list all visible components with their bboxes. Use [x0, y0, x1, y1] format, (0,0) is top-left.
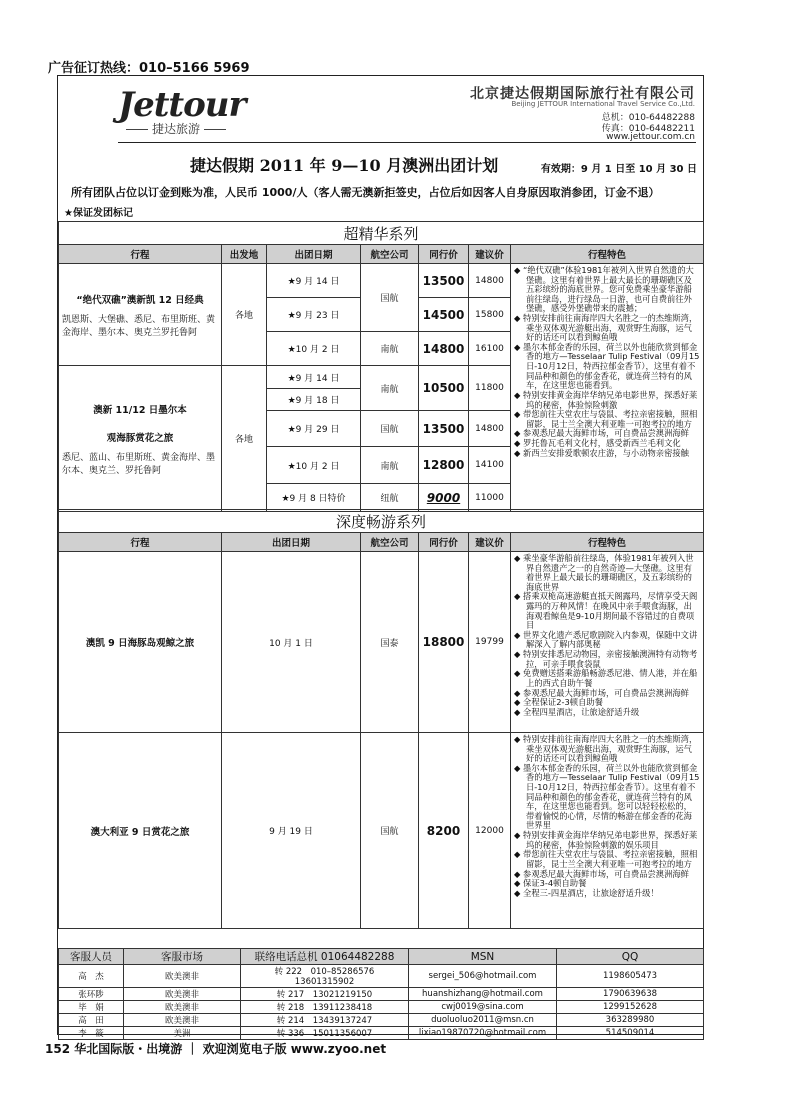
jettour-logo: Jettour [118, 85, 246, 125]
route-name: “绝代双礁”澳新凯 12 日经典 [76, 294, 204, 306]
staff-name: 高 田 [59, 1014, 124, 1027]
staff-name: 李 筱 [59, 1027, 124, 1040]
feature-item: ◆ 全程四星酒店，让旅途舒适升级 [514, 708, 700, 718]
deep-features-2 [511, 733, 704, 929]
suggest-price: 14100 [469, 447, 511, 484]
special-peer-price: 9000 [419, 484, 469, 512]
departure-date: 10 月 1 日 [222, 552, 361, 733]
logo-subtitle: 捷达旅游 [122, 120, 230, 137]
col-phone: 联络电话总机 01064482288 [241, 949, 409, 965]
feature-item: ◆ “绝代双礁”体验1981年被列入世界自然遗的大堡礁。这里有着世界上最大最长的珊瑚礁区及五彩缤纷的海底世界。您可免费乘坐豪华游船前往绿岛，进行绿岛一日游，也可自费前往外堡礁，感受外堡礁带来的震撼； [514, 266, 700, 314]
peer-price: 13500 [419, 411, 469, 447]
airline: 国航 [361, 733, 419, 929]
col-msn: MSN [409, 949, 557, 965]
page-title: 捷达假期 2011 年 9—10 月澳洲出团计划 [190, 156, 499, 175]
peer-price: 14800 [419, 332, 469, 366]
peer-price: 14500 [419, 298, 469, 332]
staff-qq: 514509014 [557, 1027, 704, 1040]
table-row [59, 1027, 704, 1040]
staff-market: 欧美澳非 [124, 988, 241, 1001]
peer-price: 12800 [419, 447, 469, 484]
departure-date: ★9 月 29 日 [267, 411, 361, 447]
airline: 国航 [361, 411, 419, 447]
staff-msn[interactable]: sergei_506@hotmail.com [409, 965, 557, 988]
header-divider [118, 142, 696, 143]
feature-item: ◆ 新西兰安排爱歌顿农庄游，与小动物亲密接触 [514, 449, 700, 459]
table-row [59, 1014, 704, 1027]
customer-service-table [58, 948, 704, 1040]
feature-item: ◆ 特别安排前往南海岸四大名胜之一的杰维斯湾，乘坐双体观光游艇出海，观赏野生海豚，运气好的话还可以看到鲸鱼哦 [514, 735, 700, 764]
premium-series-table [58, 221, 704, 512]
feature-item: ◆ 罗托鲁瓦毛利文化村，感受新西兰毛利文化 [514, 439, 700, 449]
feature-item: ◆ 全程三-四星酒店，让旅途舒适升级！ [514, 889, 700, 899]
table-row [59, 1001, 704, 1014]
staff-msn[interactable]: duoluoluo2011@msn.cn [409, 1014, 557, 1027]
feature-item: ◆ 保证3-4顿自助餐 [514, 879, 700, 889]
company-phone: 总机：010-64482288 [601, 113, 695, 123]
route-cell [59, 264, 222, 366]
feature-item: ◆ 特别安排黄金海岸华纳兄弟电影世界，探悉好莱坞的秘密，体验惊险刺激 [514, 391, 700, 410]
staff-phone: 转 336 15011356007 [241, 1027, 409, 1040]
airline: 南航 [361, 366, 419, 411]
suggest-price: 12000 [469, 733, 511, 929]
col-features: 行程特色 [511, 533, 704, 552]
table-row [59, 965, 704, 988]
feature-item: ◆ 搭乘双桅高速游艇直抵天阁露玛，尽情享受天阁露玛的万种风情！在晚风中亲手喂食海豚，出海观看鲸鱼是9-10月期间最不容错过的自费项目 [514, 592, 700, 630]
suggest-price: 16100 [469, 332, 511, 366]
deposit-notice: 所有团队占位以订金到账为准，人民币 1000/人（客人需无澳新拒签史，占位后如因客人自身原因取消参团，订金不退） [71, 186, 660, 199]
premium-features [511, 264, 704, 512]
staff-msn[interactable]: lixiao19870720@hotmail.com [409, 1027, 557, 1040]
route-name: 澳凯 9 日海豚岛观鲸之旅 [59, 552, 222, 733]
col-market: 客服市场 [124, 949, 241, 965]
col-qq: QQ [557, 949, 704, 965]
feature-item: ◆ 墨尔本郁金香的乐园，荷兰以外也能欣赏到郁金香的地方—Tesselaar Tulip Festival（09月15日-10月12日，特西拉郁金香节），这里有着不同品种和颜色的郁金香花，就连荷兰特有的风车，在这里您也能看到。 [514, 343, 700, 391]
feature-item: ◆ 乘坐豪华游船前往绿岛，体验1981年被列入世界自然遗产之一的自然奇迹—大堡礁。这里有着世界上最大最长的珊瑚礁区，及五彩缤纷的海底世界 [514, 554, 700, 592]
route-cities: 凯恩斯、大堡礁、悉尼、布里斯班、黄金海岸、墨尔本、奥克兰罗托鲁阿 [62, 314, 216, 338]
departure-date: 9 月 19 日 [222, 733, 361, 929]
col-route: 行程 [59, 533, 222, 552]
validity-period: 有效期：9 月 1 日至 10 月 30 日 [540, 164, 697, 175]
suggest-price: 14800 [469, 411, 511, 447]
feature-item: ◆ 特别安排黄金海岸华纳兄弟电影世界，探悉好莱坞的秘密，体验惊险刺激的娱乐项目 [514, 831, 700, 850]
deep-series-table [58, 509, 704, 929]
col-route: 行程 [59, 245, 222, 264]
col-date: 出团日期 [222, 533, 361, 552]
peer-price: 13500 [419, 264, 469, 298]
departure-date: ★10 月 2 日 [267, 447, 361, 484]
ad-hotline: 广告征订热线：010–5166 5969 [48, 61, 250, 76]
departure-date: ★10 月 2 日 [267, 332, 361, 366]
staff-market: 欧美澳非 [124, 1001, 241, 1014]
col-suggest-price: 建议价 [469, 245, 511, 264]
table-row [59, 988, 704, 1001]
company-name-cn: 北京捷达假期国际旅行社有限公司 [470, 86, 695, 102]
company-name-en: Beijing JETTOUR International Travel Service Co.,Ltd. [511, 100, 695, 108]
staff-phone: 转 214 13439137247 [241, 1014, 409, 1027]
feature-item: ◆ 墨尔本郁金香的乐园，荷兰以外也能欣赏到郁金香的地方—Tesselaar Tulip Festival（09月15日-10月12日，特西拉郁金香节）。这里有着不同品种和颜色的郁金香花，就连荷兰特有的风车，在这里您也能看到。您可以轻轻松松的，带着愉悦的心情，尽情的畅游在郁金香的花海世界里 [514, 764, 700, 831]
feature-item: ◆ 参观悉尼最大海鲜市场，可自费品尝澳洲海鲜 [514, 870, 700, 880]
route-name: 澳大利亚 9 日赏花之旅 [59, 733, 222, 929]
col-peer-price: 同行价 [419, 245, 469, 264]
departure-date: ★9 月 14 日 [267, 264, 361, 298]
feature-item: ◆ 特别安排悉尼动物园，亲密接触澳洲特有动物考拉，可亲手喂食袋鼠 [514, 650, 700, 669]
staff-phone: 转 218 13911238418 [241, 1001, 409, 1014]
airline: 国泰 [361, 552, 419, 733]
route-name-line2: 观海豚赏花之旅 [106, 432, 174, 444]
staff-qq: 363289980 [557, 1014, 704, 1027]
suggest-price: 15800 [469, 298, 511, 332]
feature-item: ◆ 带您前往天堂农庄与袋鼠、考拉亲密接触，照相留影，昆士兰全澳大利亚唯一可抱考拉的地方 [514, 410, 700, 429]
origin: 各地 [222, 264, 267, 366]
suggest-price: 14800 [469, 264, 511, 298]
route-cell [59, 366, 222, 512]
deep-features-1 [511, 552, 704, 733]
feature-item: ◆ 免费赠送搭乘游船畅游悉尼港、情人港，并在船上的西式自助午餐 [514, 669, 700, 688]
company-fax: 传真：010-64482211 [601, 124, 695, 134]
page-footer: 152 华北国际版・出境游 ｜ 欢迎浏览电子版 www.zyoo.net [45, 1042, 387, 1056]
peer-price: 10500 [419, 366, 469, 411]
feature-item: ◆ 参观悉尼最大海鲜市场，可自费品尝澳洲海鲜 [514, 689, 700, 699]
staff-name: 高 杰 [59, 965, 124, 988]
feature-item: ◆ 世界文化遗产悉尼歌剧院入内参观，保随中文讲解深入了解内部奥秘 [514, 631, 700, 650]
airline: 国航 [361, 264, 419, 332]
route-name: 澳新 11/12 日墨尔本 [93, 404, 187, 416]
departure-date-special: ★9 月 8 日特价 [267, 484, 361, 512]
airline: 纽航 [361, 484, 419, 512]
peer-price: 18800 [419, 552, 469, 733]
company-website[interactable]: www.jettour.com.cn [606, 132, 695, 142]
staff-market: 美洲 [124, 1027, 241, 1040]
suggest-price: 19799 [469, 552, 511, 733]
staff-market: 欧美澳非 [124, 965, 241, 988]
suggest-price: 11000 [469, 484, 511, 512]
col-airline: 航空公司 [361, 245, 419, 264]
departure-date: ★9 月 14 日 [267, 366, 361, 389]
suggest-price: 11800 [469, 366, 511, 411]
col-suggest-price: 建议价 [469, 533, 511, 552]
staff-msn[interactable]: cwj0019@sina.com [409, 1001, 557, 1014]
staff-qq: 1299152628 [557, 1001, 704, 1014]
peer-price: 8200 [419, 733, 469, 929]
route-cities: 悉尼、蓝山、布里斯班、黄金海岸、墨尔本、奥克兰、罗托鲁阿 [62, 452, 216, 476]
airline: 南航 [361, 332, 419, 366]
guarantee-legend: ★保证发团标记 [64, 208, 133, 219]
airline: 南航 [361, 447, 419, 484]
staff-msn[interactable]: huanshizhang@hotmail.com [409, 988, 557, 1001]
departure-date: ★9 月 18 日 [267, 389, 361, 411]
col-features: 行程特色 [511, 245, 704, 264]
departure-date: ★9 月 23 日 [267, 298, 361, 332]
feature-item: ◆ 参观悉尼最大海鲜市场，可自费品尝澳洲海鲜 [514, 429, 700, 439]
feature-item: ◆ 全程保证2-3顿自助餐 [514, 698, 700, 708]
origin: 各地 [222, 366, 267, 512]
col-origin: 出发地 [222, 245, 267, 264]
deep-series-title: 深度畅游系列 [59, 510, 704, 533]
premium-series-title: 超精华系列 [59, 222, 704, 245]
staff-qq: 1790639638 [557, 988, 704, 1001]
col-staff: 客服人员 [59, 949, 124, 965]
feature-item: ◆ 带您前往天堂农庄与袋鼠、考拉亲密接触，照相留影，昆士兰全澳大利亚唯一可抱考拉的地方 [514, 850, 700, 869]
col-peer-price: 同行价 [419, 533, 469, 552]
staff-phone: 转 222 010–85286576 13601315902 [241, 965, 409, 988]
staff-name: 毕 娟 [59, 1001, 124, 1014]
staff-market: 欧美澳非 [124, 1014, 241, 1027]
col-date: 出团日期 [267, 245, 361, 264]
staff-qq: 1198605473 [557, 965, 704, 988]
feature-item: ◆ 特别安排前往南海岸四大名胜之一的杰维斯湾，乘坐双体观光游艇出海，观赏野生海豚，运气好的话还可以看到鲸鱼哦 [514, 314, 700, 343]
staff-phone: 转 217 13021219150 [241, 988, 409, 1001]
col-airline: 航空公司 [361, 533, 419, 552]
staff-name: 张环陟 [59, 988, 124, 1001]
